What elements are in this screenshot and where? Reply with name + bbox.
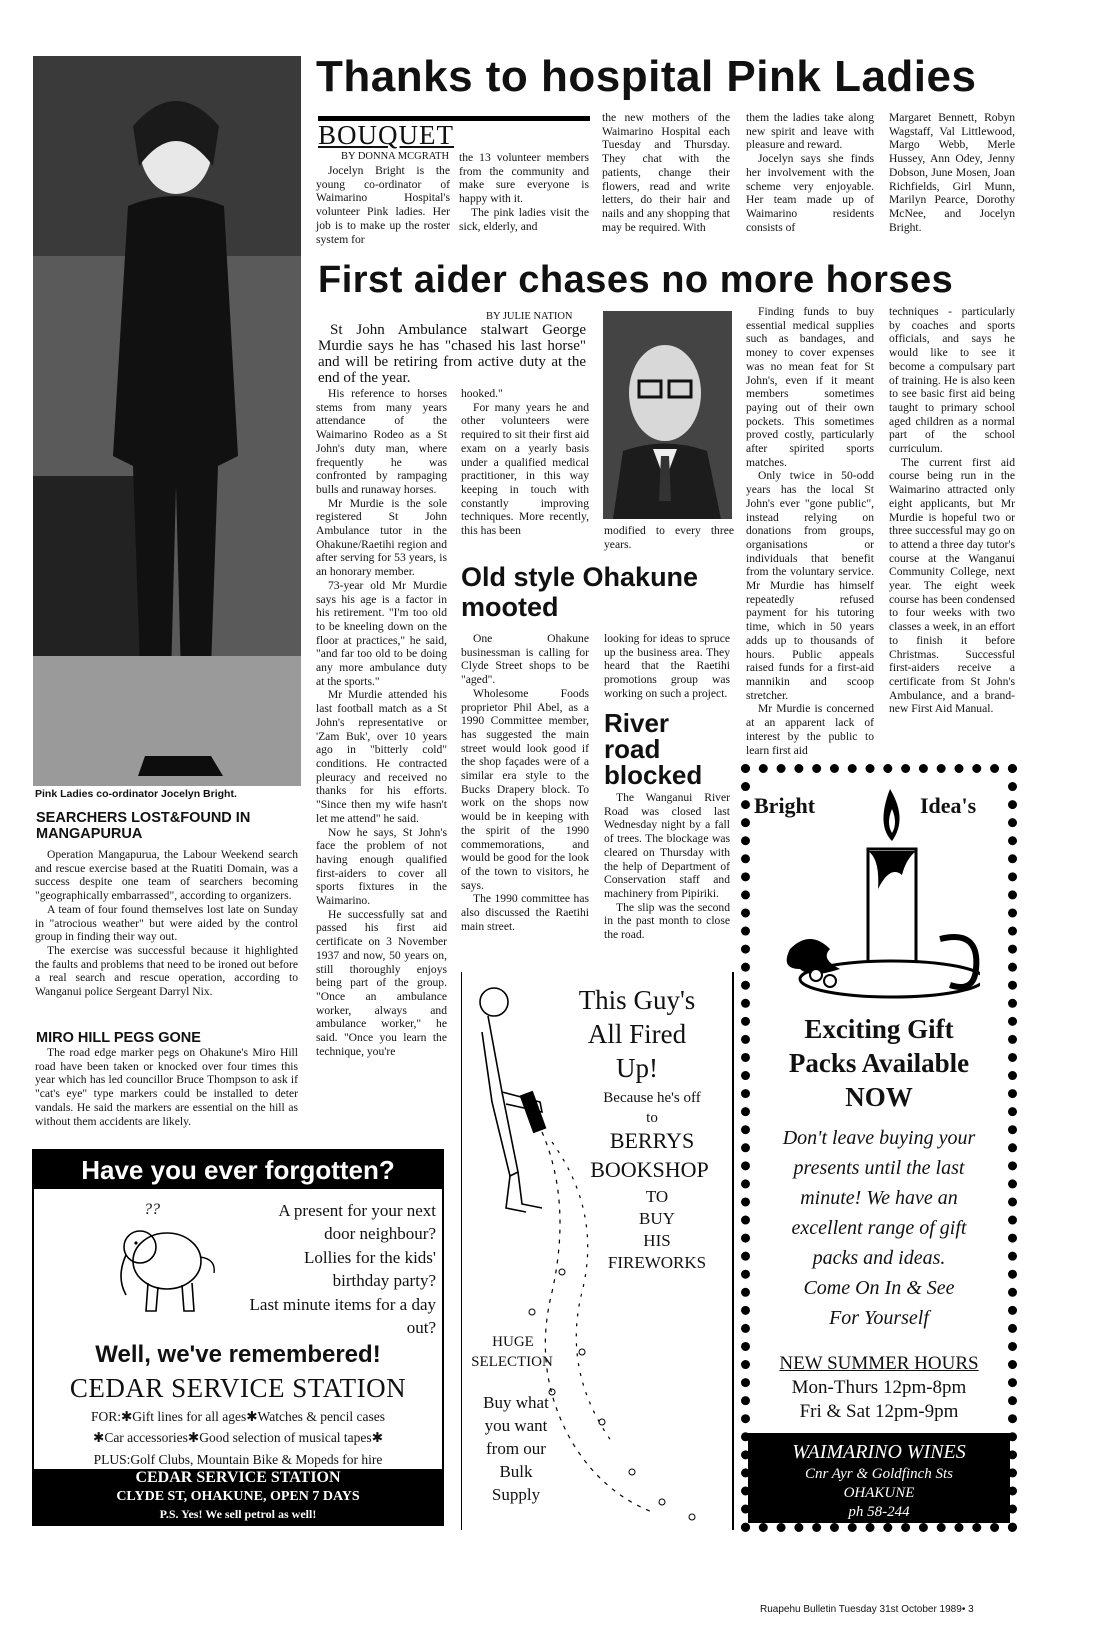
elephant-icon	[112, 1199, 232, 1319]
berrys-to2: TO	[645, 1187, 669, 1206]
cedar-ad	[32, 1149, 444, 1526]
searchers-p2: A team of four found themselves lost late on Sunday in "atrocious weather" but were aided by the control group in finding their way out.	[35, 902, 298, 944]
cedar-footer-addr: CLYDE ST, OHAKUNE, OPEN 7 DAYS	[116, 1489, 360, 1504]
riverroad-headline: River road blocked	[604, 708, 703, 790]
riverroad-p2: The slip was the second in the past month to close the road.	[604, 900, 730, 942]
berrys-title3: Up!	[616, 1053, 658, 1083]
pinkladies-byline: BY DONNA MCGRATH	[341, 151, 450, 162]
cedar-for-line1	[34, 1409, 442, 1425]
cedar-for-item2: Watches & pencil cases	[257, 1409, 386, 1424]
berrys-title2: All Fired	[587, 1019, 687, 1049]
berrys-bulk1: Buy what	[483, 1393, 549, 1412]
wines-idea: Idea's	[920, 793, 977, 818]
cedar-q2: Lollies for the kids' birthday party?	[304, 1248, 436, 1290]
cedar-for-item3: Car accessories	[104, 1430, 188, 1445]
riverroad-body	[604, 791, 730, 942]
firstaider-col1b: Mr Murdie is the sole registered St John Ambulance tutor in the Ohakune/Raetihi region and after serving for 53 years, is an honorary member.	[316, 496, 447, 579]
wines-town: OHAKUNE	[843, 1485, 915, 1501]
berrys-bulk3: from our	[486, 1439, 546, 1458]
firstaider-headline: First aider chases no more horses	[318, 259, 954, 301]
wines-script1: Don't leave buying your	[782, 1127, 976, 1149]
wines-footer	[748, 1433, 1010, 1523]
ohakune-col1	[461, 632, 589, 933]
cedar-remembered: Well, we've remembered!	[95, 1341, 381, 1368]
firstaider-col4a: Finding funds to buy essential medical supplies such as bandages, and money to cover expenses was no mean feat for St John's, even if it meant members sometimes paying out of their own pockets. This sometimes proved costly, particularly after spirited sports matches.	[746, 305, 874, 469]
searchers-headline: SEARCHERS LOST&FOUND IN MANGAPURUA	[36, 810, 251, 842]
wines-gift3: NOW	[845, 1082, 913, 1112]
firstaider-col3	[604, 524, 734, 551]
star-icon: ✱	[371, 1430, 383, 1445]
firstaider-col5a: techniques - particularly by coaches and sports officials, and says he would like to see it become a compulsary part of training. He is also keen to see basic first aid being taught to primary school aged children as a normal part of the school curriculum.	[889, 305, 1015, 456]
wines-script5: packs and ideas.	[812, 1247, 946, 1269]
bouquet-label: BOUQUET	[318, 120, 454, 150]
cedar-q1: A present for your next door neighbour?	[278, 1201, 436, 1243]
wines-hours1: Mon-Thurs 12pm-8pm	[791, 1377, 967, 1398]
berrys-his: HIS	[643, 1231, 671, 1250]
berrys-huge: HUGE	[492, 1334, 534, 1350]
pinkladies-col2a: the 13 volunteer members from the community and make sure everyone is happy with it.	[459, 151, 589, 206]
pinkladies-col5	[889, 111, 1015, 234]
firstaider-col2	[461, 387, 589, 538]
george-murdie-figure	[603, 311, 732, 519]
pinkladies-col5-text: Margaret Bennett, Robyn Wagstaff, Val Littlewood, Margo Webb, Merle Hussey, Ann Odey, Jenny Dobson, June Mosen, Joan Richfields, Girl Munn, Marilyn Pearce, Dorothy McNee, and Jocelyn Bright.	[889, 111, 1015, 234]
pink-lady-photo	[33, 56, 301, 786]
firstaider-lead: St John Ambulance stalwart George Murdie says he has "chased his last horse" and will be retiring from active duty at the end of the year.	[318, 322, 586, 386]
star-icon: ✱	[120, 1409, 133, 1424]
cedar-footer-name: CEDAR SERVICE STATION	[135, 1469, 341, 1486]
berrys-ad	[461, 972, 734, 1530]
firstaider-col4b: Only twice in 50-odd years has the local St John's ever "gone public", instead relying on donations from groups, organisations or individuals that benefit from the voluntary service. Mr Murdie has himself repeatedly refused payment for his tutoring time, which in 50 years adds up to thousands of hours. Public appeals raised funds for a first-aid mannikin and scoop stretcher.	[746, 469, 874, 702]
cedar-name: CEDAR SERVICE STATION	[69, 1373, 407, 1403]
ohakune-col2	[604, 632, 730, 701]
pink-lady-figure	[33, 56, 301, 786]
pinkladies-col3-text: the new mothers of the Waimarino Hospital each Tuesday and Thursday. They chat with the patients, change their flowers, read and write letters, do their hair and nails and any shopping that may be required. With	[602, 111, 730, 234]
mirohill-body	[35, 1046, 298, 1128]
berrys-store2: BOOKSHOP	[590, 1157, 709, 1182]
mirohill-p1: The road edge marker pegs on Ohakune's Miro Hill road have been taken or knocked over four times this year which has led councillor Bruce Thompson to ask if "cat's eye" type markers could be installed to deter vandals. He said the markers are essential on the hill as without them accidents are likely.	[35, 1046, 298, 1128]
pinkladies-col1	[316, 164, 450, 246]
ohakune-col2-text: looking for ideas to spruce up the business area. They heard that the Raetihi promotions group was working on such a project.	[604, 632, 730, 700]
ohakune-col1c: The 1990 committee has also discussed the Raetihi main street.	[461, 892, 589, 933]
cedar-for-item4: Good selection of musical tapes	[199, 1430, 372, 1445]
star-icon: ✱	[93, 1430, 105, 1445]
searchers-p1: Operation Mangapurua, the Labour Weekend search and rescue exercise based at the Ruatiti Domain, was a success despite one team of searchers becoming "geographically embarrassed", according to organizers.	[35, 848, 298, 903]
pinkladies-col4	[746, 111, 874, 234]
firstaider-col3-text: modified to every three years.	[604, 524, 734, 551]
cedar-footer	[34, 1469, 442, 1524]
firstaider-byline: BY JULIE NATION	[486, 311, 573, 322]
george-murdie-photo	[603, 311, 732, 519]
wines-script2: presents until the last	[793, 1157, 965, 1179]
firstaider-col5	[889, 305, 1015, 716]
berrys-selection: SELECTION	[471, 1354, 553, 1370]
cedar-footer-ps: P.S. Yes! We sell petrol as well!	[159, 1507, 317, 1521]
pinkladies-col3	[602, 111, 730, 234]
star-icon: ✱	[187, 1430, 200, 1445]
pinkladies-col2b: The pink ladies visit the sick, elderly, and	[459, 205, 589, 233]
firstaider-col5b: The current first aid course being run in the Waimarino attracted only eight applicants, but Mr Murdie is hopeful two or three successful may go on to attend a three day tutor's course at the Wanganui Community College, next year. The eight week course has been condensed to four weeks with two classes a week, in an effort to finish it before Christmas. Successful first-aiders receive a certificate from St John's Ambulance, and a brand-new First Aid Manual.	[889, 455, 1015, 716]
firstaider-col1e: Now he says, St John's face the problem of not having enough qualified first-aiders to cover all sports fixtures in the Waimarino.	[316, 825, 447, 908]
wines-script7: For Yourself	[829, 1307, 929, 1329]
cedar-banner: Have you ever forgotten?	[34, 1151, 442, 1189]
photo-caption: Pink Ladies co-ordinator Jocelyn Bright.	[35, 788, 237, 800]
berrys-buy: BUY	[639, 1209, 675, 1228]
wines-phone: ph 58-244	[848, 1504, 910, 1520]
cedar-plus: PLUS:Golf Clubs, Mountain Bike & Mopeds for hire	[93, 1452, 383, 1467]
footer-page: 3	[968, 1604, 974, 1615]
firstaider-col4c: Mr Murdie is concerned at an apparent lack of interest by the public to learn first aid	[746, 702, 874, 757]
searchers-p3: The exercise was successful because it highlighted the faults and problems that need to be ironed out before a real search and rescue operation, according to Wanganui police Sergeant Darryl Nix.	[35, 943, 298, 999]
wines-ad	[741, 764, 1017, 1532]
berrys-bulk5: Supply	[491, 1485, 541, 1504]
elephant-question: ??	[144, 1201, 160, 1218]
page-footer: Ruapehu Bulletin Tuesday 31st October 1989• 3	[760, 1604, 974, 1615]
wines-hours2: Fri & Sat 12pm-9pm	[799, 1401, 959, 1422]
cedar-for-line2	[34, 1430, 442, 1446]
berrys-to: to	[646, 1110, 658, 1126]
ohakune-headline: Old style Ohakune mooted	[461, 562, 699, 622]
firstaider-col2a: hooked."	[461, 387, 503, 400]
firstaider-col1a: His reference to horses stems from many years attendance of the Waimarino Rodeo as a St John's duty man, where frequently he was confronted by rampaging bulls and runaway horses.	[316, 387, 447, 496]
wines-hours-title: NEW SUMMER HOURS	[779, 1353, 979, 1374]
riverroad-p1: The Wanganui River Road was closed last Wednesday night by a fall of trees. The blockage was cleared on Thursday with the help of Department of Conservation staff and machinery from Pipiriki.	[604, 791, 730, 900]
berrys-because: Because he's off	[603, 1090, 701, 1106]
cedar-q3: Last minute items for a day out?	[249, 1295, 436, 1337]
wines-addr: Cnr Ayr & Goldfinch Sts	[804, 1466, 954, 1482]
wines-script6: Come On In & See	[803, 1277, 955, 1299]
mirohill-headline: MIRO HILL PEGS GONE	[36, 1030, 201, 1046]
wines-bright: Bright	[754, 793, 816, 818]
firstaider-col1c: 73-year old Mr Murdie says his age is a factor in his retirement. "I'm too old to be kneeling down on the floor at practices," he said, "and far too old to be doing any more ambulance duty at the sports."	[316, 578, 447, 688]
pinkladies-col1-text: Jocelyn Bright is the young co-ordinator of Waimarino Hospital's volunteer Pink ladies. Her job is to make up the roster system for	[316, 164, 450, 246]
wines-gift1: Exciting Gift	[804, 1014, 954, 1044]
berrys-bulk2: you want	[484, 1416, 548, 1435]
berrys-fireworks: FIREWORKS	[607, 1253, 707, 1272]
searchers-body	[35, 848, 298, 999]
firstaider-col1f: He successfully sat and passed his first aid certificate on 3 November 1937 and now, 50 years on, still thoroughly enjoys being part of the group. "Once an ambulance worker, always and ambulance worker," he said. "Once you learn the technique, you're	[316, 907, 447, 1058]
wines-script4: excellent range of gift	[791, 1217, 967, 1239]
ohakune-col1a: One Ohakune businessman is calling for Clyde Street shops to be "aged".	[461, 632, 589, 687]
berrys-bulk4: Bulk	[499, 1462, 533, 1481]
footer-text: Ruapehu Bulletin Tuesday 31st October 1989	[760, 1604, 962, 1615]
pinkladies-headline: Thanks to hospital Pink Ladies	[316, 52, 977, 101]
pinkladies-col4a: them the ladies take along new spirit and leave with pleasure and reward.	[746, 111, 874, 152]
pinkladies-col4b: Jocelyn says she finds her involvement with the scheme very enjoyable. Her team made up of Waimarino residents consists of	[746, 152, 874, 234]
wines-name: WAIMARINO WINES	[792, 1441, 966, 1463]
candle-icon	[780, 779, 980, 1019]
berrys-store: BERRYS	[609, 1128, 695, 1153]
wines-gift2: Packs Available	[788, 1048, 970, 1078]
ohakune-col1b: Wholesome Foods proprietor Phil Abel, as a 1990 Committee member, has suggested the main street would look good if the shop façades were of a similar era style to the Bucks Drapery block. To work on the shops now would be in keeping with the spirit of the 1990 commemorations, and would be good for the look of the town to visitors, he says.	[461, 686, 589, 892]
firstaider-col1d: Mr Murdie attended his last football match as a St John's representative or 'Zam Buk', over 10 years ago in "bitterly cold" conditions. He contracted pleuracy and received no thanks for his efforts. "Since then my wife hasn't let me attend" he said.	[316, 688, 447, 825]
cedar-for-label: FOR:	[90, 1409, 121, 1424]
pinkladies-col2	[459, 151, 589, 233]
firstaider-col1	[316, 387, 447, 1058]
cedar-for-item1: Gift lines for all ages	[132, 1409, 247, 1424]
wines-script3: minute! We have an	[800, 1187, 958, 1209]
firstaider-col4	[746, 305, 874, 757]
berrys-title1: This Guy's	[578, 985, 696, 1015]
firstaider-col2b: For many years he and other volunteers were required to sit their first aid exam on a yearly basis under a qualified medical practitioner, in this way keeping in touch with constantly improving techniques. More recently, this has been	[461, 400, 589, 538]
star-icon: ✱	[246, 1409, 258, 1424]
